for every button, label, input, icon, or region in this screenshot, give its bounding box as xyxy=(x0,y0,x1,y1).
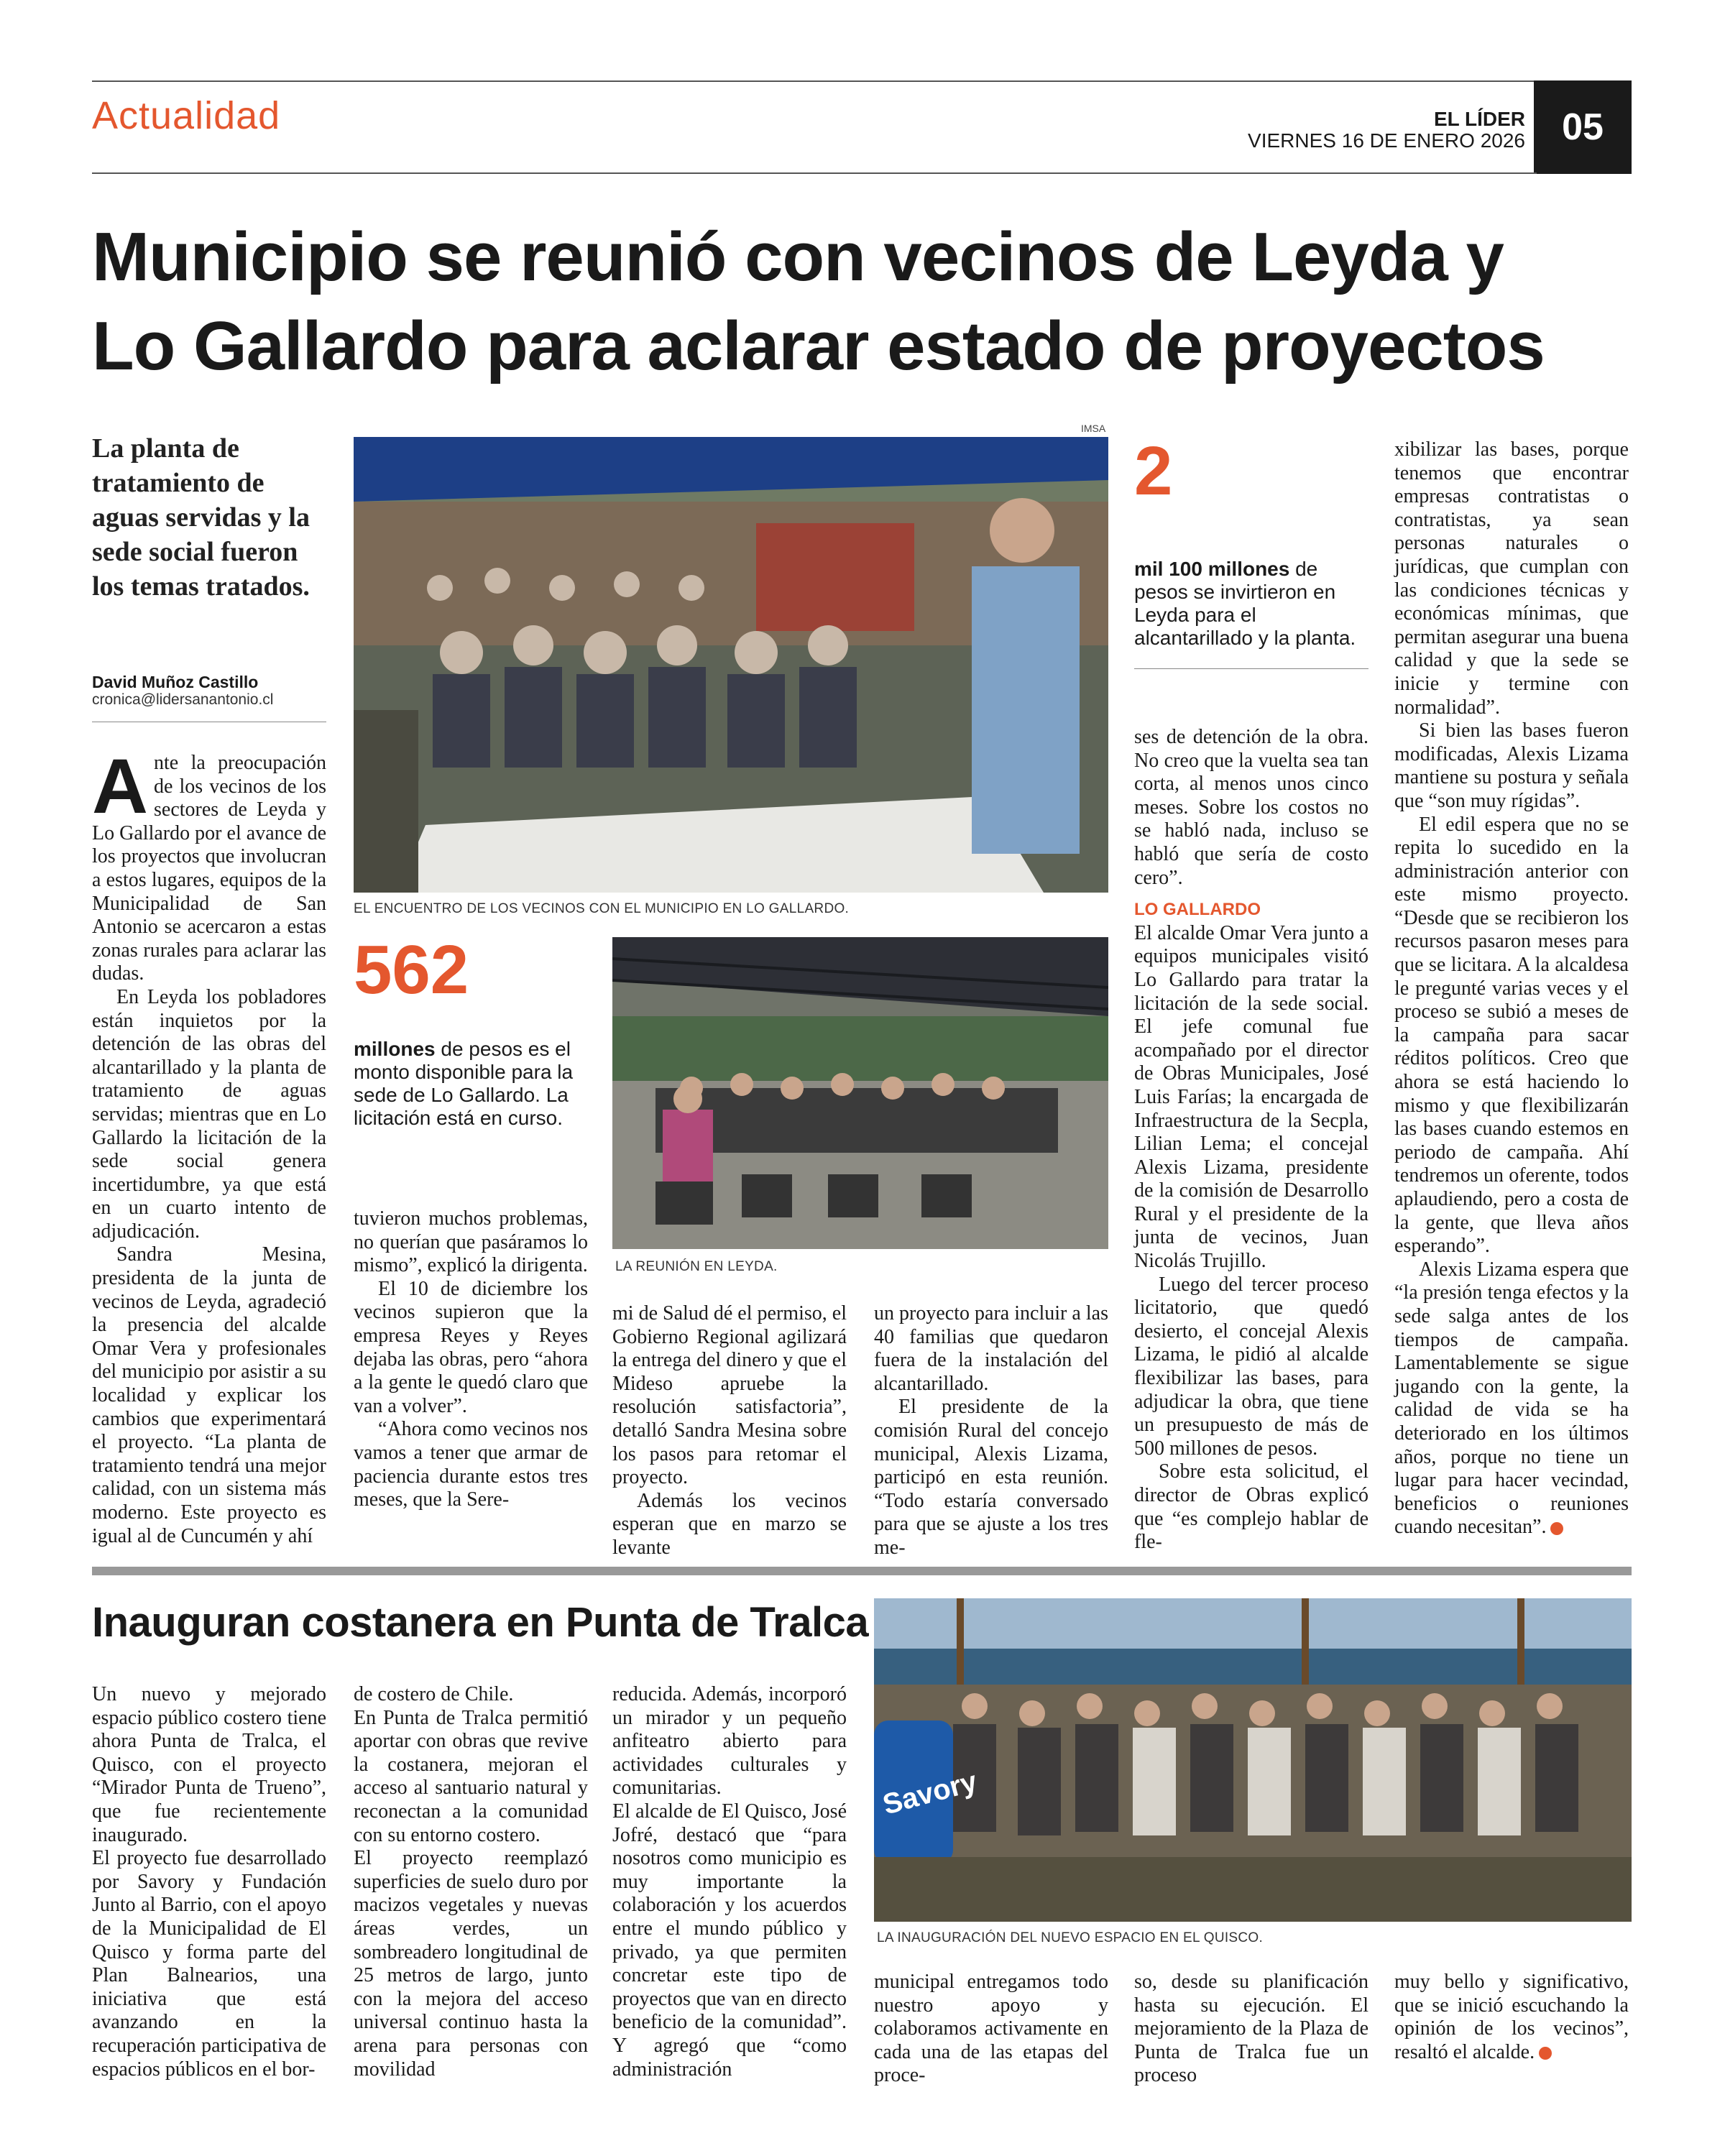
stat-number-2: 2 xyxy=(1134,433,1173,510)
a2-col1-p1: Un nuevo y mejorado espacio público costero tiene ahora Punta de Tralca, el Quisco, con el proyecto “Mirador Punta de Trueno”, que fue recientemente inaugurado. xyxy=(92,1683,326,1846)
col6-paragraph-1: xibilizar las bases, porque tenemos que encontrar empresas contratistas o contratistas, ya sean personas naturales o jurídicas, que cumplan con las condiciones técnicas y económicas mínimas, que permitan asegurar una buena calidad y que la sede se inicie y termine con normalidad”. xyxy=(1394,438,1629,719)
a2-col3-p1: reducida. Además, incorporó un mirador y un pequeño anfiteatro abierto para actividades culturales y comunitarias. xyxy=(612,1683,847,1800)
photo-lo-gallardo-meeting xyxy=(354,437,1108,893)
col1-paragraph-3: Sandra Mesina, presidenta de la junta de vecinos de Leyda, agradeció la presencia del alcalde Omar Vera y profesionales del municipio por asistir a su localidad y explicar los cambios que experimentará el proyecto. “La planta de tratamiento tendrá una mejor calidad, con un sistema más moderno. Este proyecto es igual al de Cuncumén y ahí xyxy=(92,1243,326,1547)
photo-inauguration xyxy=(874,1598,1632,1922)
col2-paragraph-2: El 10 de diciembre los vecinos supieron que la empresa Reyes y Reyes dejaba las obras, pero “ahora a la gente le quedó claro que van a volver”. xyxy=(354,1277,588,1417)
article2-col4 xyxy=(874,1971,1108,2088)
header-top-rule xyxy=(92,80,1632,82)
photo-inauguration-illustration xyxy=(874,1598,1632,1922)
headline xyxy=(92,213,1637,391)
stat2-rule xyxy=(1134,668,1368,669)
col6-paragraph-3: El edil espera que no se repita lo sucedido en la administración anterior con este mismo proyecto. “Desde que se recibieron los recursos pasaron meses para que se licitara. A la alcaldesa le pregunté varias veces y el proceso se subió a meses de la campaña para sacar réditos políticos. Creo que ahora se está haciendo lo mismo y que flexibilizarán las bases cuando estemos en periodo de campaña. Ahí tendremos un oferente, todos aplaudiendo, pero a costa de la gente, que lleva años esperando”. xyxy=(1394,813,1629,1258)
page-number: 05 xyxy=(1534,80,1632,174)
article1-col3 xyxy=(612,1302,847,1560)
col3-paragraph-1: mi de Salud dé el permiso, el Gobierno Regional agilizará la entrega del dinero y que el Mideso apruebe la resolución satisfactoria”, detalló Sandra Mesina sobre los pasos para retomar el proyecto. xyxy=(612,1302,847,1489)
article1-col4 xyxy=(874,1302,1108,1560)
author-name: David Muñoz Castillo xyxy=(92,673,259,691)
col3-paragraph-2: Además los vecinos esperan que en marzo se levante xyxy=(612,1489,847,1559)
col1-paragraph-2: En Leyda los pobladores están inquietos por la detención de las obras del alcantarillado y la planta de tratamiento de aguas servidas; mientras que en Lo Gallardo la licitación de la sede social genera incertidumbre, ya que está en un cuarto intento de adjudicación. xyxy=(92,985,326,1243)
article1-col1 xyxy=(92,742,326,1548)
article2-col5 xyxy=(1134,1971,1368,2088)
photo-credit: IMSA xyxy=(1081,423,1106,434)
article2-col2 xyxy=(354,1683,588,2081)
stat-text-2 xyxy=(1134,558,1368,650)
stat-text-562 xyxy=(354,1038,588,1130)
col4-paragraph-2: El presidente de la comisión Rural del concejo municipal, Alexis Lizama, participó en esta reunión. “Todo estaría conversado para que se ajuste a los tres me- xyxy=(874,1396,1108,1559)
stat-text-562-bold: millones xyxy=(354,1038,436,1060)
col6-paragraph-4 xyxy=(1394,1258,1629,1539)
a2-col2-p2: En Punta de Tralca permitió aportar con obras que revive la costanera, mejoran el acceso al santuario natural y reconectan a la comunidad con su entorno costero. xyxy=(354,1706,588,1846)
photo3-caption: LA INAUGURACIÓN DEL NUEVO ESPACIO EN EL QUISCO. xyxy=(877,1930,1264,1945)
photo-lo-gallardo-illustration xyxy=(354,437,1108,893)
photo-leyda-illustration xyxy=(612,937,1108,1249)
stat-text-562-rest: de pesos es el monto disponible para la sede de Lo Gallardo. La licitación está en curso. xyxy=(354,1038,574,1129)
article2-col3 xyxy=(612,1683,847,2081)
col5-paragraph-3: Luego del tercer proceso licitatorio, que quedó desierto, el concejal Alexis Lizama, le pidió al alcalde flexibilizar las bases, para adjudicar la obra, que tiene un presupuesto de más de 500 millones de pesos. xyxy=(1134,1273,1368,1460)
col5-paragraph-2: El alcalde Omar Vera junto a equipos municipales visitó Lo Gallardo para tratar la licitación de la sede social. El jefe comunal fue acompañado por el director de Obras Municipales, José Luis Farías; la encargada de Infraestructura de la Secpla, Lilian Lema; el concejal Alexis Lizama, presidente de la comisión de Desarrollo Rural y el presidente de la junta de vecinos, Juan Nicolás Trujillo. xyxy=(1134,921,1368,1273)
headline-line-1: Municipio se reunió con vecinos de Leyda y xyxy=(92,218,1504,295)
col6-p4-text: Alexis Lizama espera que “la presión tenga efectos y la sede salga antes de los tiempos de campaña. Lamentablemente se sigue jugando con la gente, la calidad de vida se ha deteriorado en los últimos años, porque no tiene un lugar para hacer vecindad, beneficios o reuniones cuando necesitan”. xyxy=(1394,1258,1629,1539)
col2-paragraph-3: “Ahora como vecinos nos vamos a tener que armar de paciencia durante estos tres meses, que la Sere- xyxy=(354,1418,588,1511)
col5-paragraph-4: Sobre esta solicitud, el director de Obras explicó que “es complejo hablar de fle- xyxy=(1134,1460,1368,1554)
paper-name: EL LÍDER xyxy=(1433,108,1525,130)
a2-col2-p1: de costero de Chile. xyxy=(354,1683,514,1705)
article1-col5 xyxy=(1134,726,1368,1554)
photo-leyda-meeting xyxy=(612,937,1108,1249)
a2-col2-p3: El proyecto reemplazó superficies de suelo duro por macizos vegetales y nuevas áreas verdes, un sombreadero longitudinal de 25 metros de largo, junto con la mejora del acceso universal continuo hasta la arena para personas con movilidad xyxy=(354,1847,588,2081)
article2-col6 xyxy=(1394,1971,1629,2064)
col5-paragraph-1: ses de detención de la obra. No creo que la vuelta sea tan corta, al menos unos cinco meses. Sobre los costos no se habló nada, incluso se habló que sería de costo cero”. xyxy=(1134,726,1368,889)
header-bottom-rule xyxy=(92,172,1537,174)
author-email: cronica@lidersanantonio.cl xyxy=(92,691,274,708)
a2-col1-p2: El proyecto fue desarrollado por Savory y Fundación Junto al Barrio, con el apoyo de la Municipalidad de El Quisco y forma parte del Plan Balnearios, una iniciativa que está avanzando en la recuperación participativa de espacios públicos en el bor- xyxy=(92,1847,326,2081)
stat-text-2-bold: mil 100 millones xyxy=(1134,558,1290,580)
a2-col5-p1: so, desde su planificación hasta su ejecución. El mejoramiento de la Plaza de Punta de Tralca fue un proceso xyxy=(1134,1971,1368,2087)
issue-date: VIERNES 16 DE ENERO 2026 xyxy=(1248,129,1525,152)
subhead-lo-gallardo: LO GALLARDO xyxy=(1134,900,1261,920)
a2-col4-p1: municipal entregamos todo nuestro apoyo y colaboramos activamente en cada una de las etapas del proce- xyxy=(874,1971,1108,2087)
end-mark-icon-2 xyxy=(1539,2047,1552,2060)
deck: La planta de tratamiento de aguas servidas y la sede social fueron los temas tratados. xyxy=(92,433,310,602)
savory-banner-text: Savory xyxy=(879,1765,980,1821)
a2-col6-p1 xyxy=(1394,1971,1629,2064)
col1-paragraph-1 xyxy=(92,742,326,986)
stat-text-2-rest: de pesos se invirtieron en Leyda para el alcantarillado y la planta. xyxy=(1134,558,1356,649)
col6-paragraph-2: Si bien las bases fueron modificadas, Alexis Lizama mantiene su postura y señala que “son muy rígidas”. xyxy=(1394,719,1629,812)
col4-paragraph-1: un proyecto para incluir a las 40 familias que quedaron fuera de la instalación del alcantarillado. xyxy=(874,1302,1108,1395)
photo1-caption: EL ENCUENTRO DE LOS VECINOS CON EL MUNICIPIO EN LO GALLARDO. xyxy=(354,901,850,916)
article2-col1 xyxy=(92,1683,326,2081)
col1-p1-text: nte la preocupación de los vecinos de los sectores de Leyda y Lo Gallardo por el avance de los proyectos que involucran a estos lugares, equipos de la Municipalidad de San Antonio se acercaron a estas zonas rurales para aclarar las dudas. xyxy=(92,752,326,985)
drop-cap: A xyxy=(92,742,148,829)
article2-headline: Inauguran costanera en Punta de Tralca xyxy=(92,1599,869,1646)
headline-line-2: Lo Gallardo para aclarar estado de proyectos xyxy=(92,308,1545,384)
end-mark-icon xyxy=(1550,1522,1563,1535)
stat-number-562: 562 xyxy=(354,931,469,1008)
section-label: Actualidad xyxy=(92,94,281,137)
article1-col2 xyxy=(354,1207,588,1512)
article-separator xyxy=(92,1567,1632,1575)
a2-col3-p2: El alcalde de El Quisco, José Jofré, destacó que “para nosotros como municipio es muy importante la colaboración y los acuerdos entre el mundo público y privado, ya que permiten concretar este tipo de proyectos que van en directo beneficio de la comunidad”. Y agregó que “como administración xyxy=(612,1800,847,2081)
photo2-caption: LA REUNIÓN EN LEYDA. xyxy=(615,1259,778,1274)
col2-paragraph-1: tuvieron muchos problemas, no querían que pasáramos lo mismo”, explicó la dirigenta. xyxy=(354,1207,588,1277)
article1-col6 xyxy=(1394,438,1629,1539)
a2-col6-text: muy bello y significativo, que se inició escuchando la opinión de los vecinos”, resaltó el alcalde. xyxy=(1394,1971,1629,2063)
